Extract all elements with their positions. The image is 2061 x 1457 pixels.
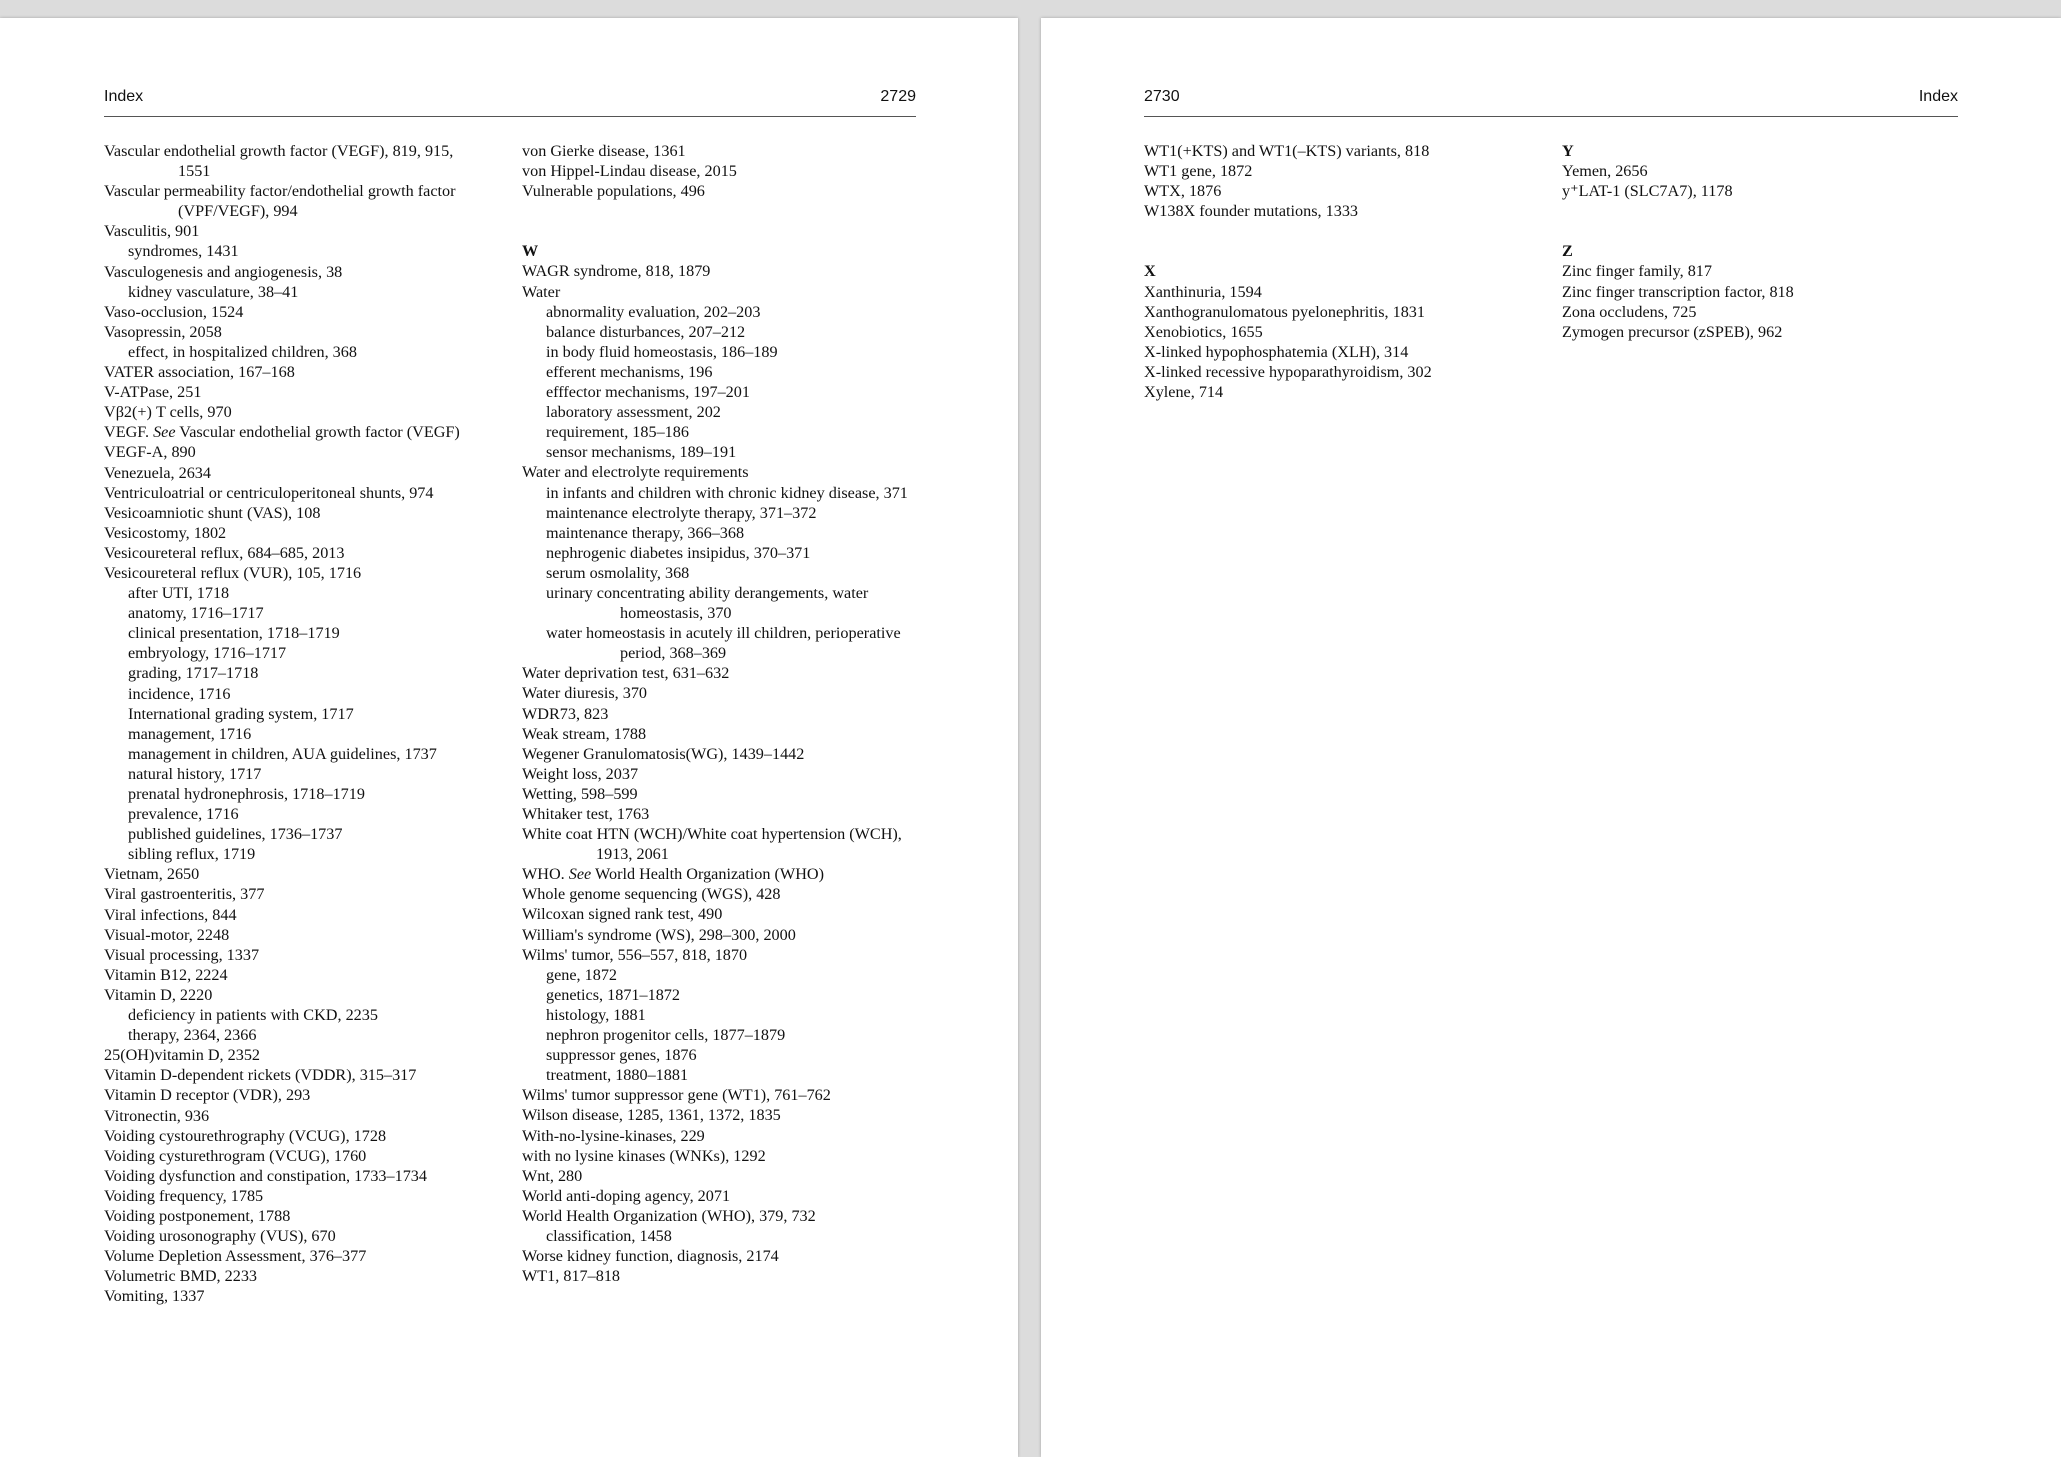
index-subentry: sibling reflux, 1719 bbox=[128, 845, 256, 864]
index-entry: Voiding postponement, 1788 bbox=[104, 1206, 291, 1225]
index-column bbox=[1562, 141, 1942, 342]
running-head bbox=[1144, 88, 1958, 117]
index-entry: VEGF-A, 890 bbox=[104, 443, 196, 462]
index-entry: X-linked hypophosphatemia (XLH), 314 bbox=[1144, 342, 1409, 361]
index-entry: Whitaker test, 1763 bbox=[522, 805, 650, 823]
index-subentry: after UTI, 1718 bbox=[128, 584, 230, 603]
index-subentry: requirement, 185–186 bbox=[546, 423, 689, 442]
index-entry: Voiding urosonography (VUS), 670 bbox=[104, 1227, 336, 1246]
index-entry: V-ATPase, 251 bbox=[104, 383, 202, 402]
index-entry: Vitamin D-dependent rickets (VDDR), 315–317 bbox=[104, 1066, 417, 1085]
index-entry: y⁺LAT-1 (SLC7A7), 1178 bbox=[1562, 182, 1733, 201]
index-subentry: maintenance therapy, 366–368 bbox=[546, 523, 745, 542]
index-entry: Vesicoureteral reflux, 684–685, 2013 bbox=[104, 543, 345, 562]
index-entry: von Gierke disease, 1361 bbox=[522, 142, 686, 160]
running-head bbox=[104, 88, 916, 117]
index-subentry: International grading system, 1717 bbox=[128, 704, 354, 723]
index-subentry: anatomy, 1716–1717 bbox=[128, 604, 264, 623]
index-entry: Vitamin B12, 2224 bbox=[104, 965, 228, 984]
index-entry: Whole genome sequencing (WGS), 428 bbox=[522, 885, 781, 904]
index-subentry: laboratory assessment, 202 bbox=[546, 403, 721, 422]
section-letter: X bbox=[1144, 262, 1156, 281]
index-entry: Viral infections, 844 bbox=[104, 905, 237, 924]
index-entry: 25(OH)vitamin D, 2352 bbox=[104, 1046, 261, 1065]
index-entry: World anti-doping agency, 2071 bbox=[522, 1186, 731, 1205]
index-entry: Wnt, 280 bbox=[522, 1166, 583, 1185]
index-entry: Weak stream, 1788 bbox=[522, 724, 647, 743]
index-entry: WDR73, 823 bbox=[522, 704, 609, 723]
index-subentry: nephron progenitor cells, 1877–1879 bbox=[546, 1026, 786, 1045]
index-subentry: efffector mechanisms, 197–201 bbox=[546, 383, 750, 402]
index-subentry: syndromes, 1431 bbox=[128, 242, 239, 261]
section-letter: Y bbox=[1562, 142, 1574, 160]
index-entry: Water deprivation test, 631–632 bbox=[522, 664, 730, 683]
index-entry: Vasopressin, 2058 bbox=[104, 322, 222, 341]
index-subentry: clinical presentation, 1718–1719 bbox=[128, 624, 340, 643]
index-subentry: management in children, AUA guidelines, 1737 bbox=[128, 744, 437, 763]
index-entry: Vitronectin, 936 bbox=[104, 1106, 210, 1125]
index-entry: Vulnerable populations, 496 bbox=[522, 182, 705, 201]
index-entry: Xanthogranulomatous pyelonephritis, 1831 bbox=[1144, 302, 1425, 321]
index-entry: Xanthinuria, 1594 bbox=[1144, 282, 1262, 301]
index-entry: VATER association, 167–168 bbox=[104, 363, 295, 382]
index-entry: Wetting, 598–599 bbox=[522, 784, 638, 803]
spacer bbox=[1144, 221, 1524, 241]
spacer bbox=[522, 201, 922, 221]
index-subentry: therapy, 2364, 2366 bbox=[128, 1026, 257, 1045]
index-entry: Visual processing, 1337 bbox=[104, 945, 260, 964]
index-subentry: published guidelines, 1736–1737 bbox=[128, 825, 343, 844]
index-entry: Wegener Granulomatosis(WG), 1439–1442 bbox=[522, 744, 805, 763]
index-entry: Vomiting, 1337 bbox=[104, 1287, 205, 1306]
index-entry: Zinc finger family, 817 bbox=[1562, 262, 1712, 281]
index-entry: Vesicostomy, 1802 bbox=[104, 523, 227, 542]
index-entry: Xenobiotics, 1655 bbox=[1144, 322, 1263, 341]
index-subentry: in body fluid homeostasis, 186–189 bbox=[546, 342, 778, 361]
page-number: 2730 bbox=[1144, 88, 1180, 105]
index-entry: Wilms' tumor, 556–557, 818, 1870 bbox=[522, 945, 748, 964]
index-entry: Vβ2(+) T cells, 970 bbox=[104, 403, 232, 422]
running-head-title: Index bbox=[104, 88, 144, 105]
index-entry: Zymogen precursor (zSPEB), 962 bbox=[1562, 322, 1783, 341]
page-number: 2729 bbox=[880, 88, 916, 105]
index-entry: White coat HTN (WCH)/White coat hypertension (WCH), 1913, 2061 bbox=[522, 825, 902, 864]
index-entry: Zona occludens, 725 bbox=[1562, 302, 1697, 321]
index-subentry: effect, in hospitalized children, 368 bbox=[128, 342, 357, 361]
index-entry: WT1, 817–818 bbox=[522, 1267, 621, 1286]
index-entry: Wilson disease, 1285, 1361, 1372, 1835 bbox=[522, 1106, 781, 1125]
index-entry: Vesicoamniotic shunt (VAS), 108 bbox=[104, 503, 321, 522]
index-subentry: incidence, 1716 bbox=[128, 684, 231, 703]
index-entry: Water and electrolyte requirements bbox=[522, 463, 749, 482]
index-subentry: nephrogenic diabetes insipidus, 370–371 bbox=[546, 543, 811, 562]
index-subentry: sensor mechanisms, 189–191 bbox=[546, 443, 737, 462]
index-subentry: kidney vasculature, 38–41 bbox=[128, 282, 299, 301]
index-entry: Venezuela, 2634 bbox=[104, 463, 211, 482]
index-subentry: natural history, 1717 bbox=[128, 764, 262, 783]
index-entry: Voiding frequency, 1785 bbox=[104, 1186, 264, 1205]
index-subentry: in infants and children with chronic kidney disease, 371 bbox=[546, 483, 908, 502]
index-entry: WTX, 1876 bbox=[1144, 182, 1222, 201]
index-subentry: abnormality evaluation, 202–203 bbox=[546, 302, 761, 321]
right-page bbox=[1041, 18, 2061, 1457]
index-entry: Water bbox=[522, 282, 561, 301]
index-entry: WHO. See World Health Organization (WHO) bbox=[522, 865, 824, 884]
index-entry: Wilms' tumor suppressor gene (WT1), 761–762 bbox=[522, 1086, 831, 1105]
index-column bbox=[104, 141, 484, 1306]
index-entry: Vitamin D, 2220 bbox=[104, 985, 213, 1004]
index-entry: World Health Organization (WHO), 379, 732 bbox=[522, 1206, 816, 1225]
index-entry: Xylene, 714 bbox=[1144, 383, 1224, 402]
index-subentry: gene, 1872 bbox=[546, 965, 618, 984]
index-subentry: prenatal hydronephrosis, 1718–1719 bbox=[128, 785, 365, 803]
index-column bbox=[1144, 141, 1524, 402]
index-entry: Voiding cystourethrography (VCUG), 1728 bbox=[104, 1126, 387, 1145]
index-entry: Vasculogenesis and angiogenesis, 38 bbox=[104, 262, 343, 281]
index-entry: Vitamin D receptor (VDR), 293 bbox=[104, 1086, 311, 1105]
index-entry: Volume Depletion Assessment, 376–377 bbox=[104, 1247, 367, 1266]
index-entry: X-linked recessive hypoparathyroidism, 302 bbox=[1144, 362, 1432, 381]
index-subentry: deficiency in patients with CKD, 2235 bbox=[128, 1006, 378, 1025]
index-entry: Vietnam, 2650 bbox=[104, 865, 200, 884]
index-subentry: suppressor genes, 1876 bbox=[546, 1046, 697, 1065]
index-subentry: water homeostasis in acutely ill children, perioperative period, 368–369 bbox=[546, 624, 901, 663]
index-subentry: embryology, 1716–1717 bbox=[128, 644, 287, 663]
index-entry: Volumetric BMD, 2233 bbox=[104, 1267, 258, 1286]
index-subentry: balance disturbances, 207–212 bbox=[546, 322, 746, 341]
index-entry: Zinc finger transcription factor, 818 bbox=[1562, 282, 1794, 301]
index-entry: Voiding dysfunction and constipation, 1733–1734 bbox=[104, 1166, 427, 1185]
index-entry: W138X founder mutations, 1333 bbox=[1144, 202, 1359, 221]
index-entry: VEGF. See Vascular endothelial growth factor (VEGF) bbox=[104, 423, 460, 442]
index-subentry: maintenance electrolyte therapy, 371–372 bbox=[546, 503, 817, 522]
index-entry: von Hippel-Lindau disease, 2015 bbox=[522, 162, 737, 181]
index-entry: Wilcoxan signed rank test, 490 bbox=[522, 905, 723, 924]
index-entry: WAGR syndrome, 818, 1879 bbox=[522, 262, 711, 281]
index-entry: With-no-lysine-kinases, 229 bbox=[522, 1126, 705, 1145]
index-column bbox=[522, 141, 922, 1286]
index-entry: Vasculitis, 901 bbox=[104, 222, 200, 241]
index-entry: Visual-motor, 2248 bbox=[104, 925, 230, 944]
left-page bbox=[0, 18, 1018, 1457]
index-subentry: histology, 1881 bbox=[546, 1005, 646, 1024]
index-entry: WT1(+KTS) and WT1(–KTS) variants, 818 bbox=[1144, 142, 1430, 160]
index-subentry: treatment, 1880–1881 bbox=[546, 1066, 689, 1085]
index-subentry: genetics, 1871–1872 bbox=[546, 985, 680, 1004]
index-entry: Ventriculoatrial or centriculoperitoneal shunts, 974 bbox=[104, 483, 434, 502]
running-head-title: Index bbox=[1918, 88, 1958, 105]
index-entry: Vascular endothelial growth factor (VEGF), 819, 915, 1551 bbox=[104, 142, 454, 181]
index-subentry: classification, 1458 bbox=[546, 1226, 672, 1245]
index-entry: Yemen, 2656 bbox=[1562, 162, 1648, 181]
index-entry: Voiding cysturethrogram (VCUG), 1760 bbox=[104, 1146, 367, 1165]
index-entry: Vaso-occlusion, 1524 bbox=[104, 302, 244, 321]
spacer bbox=[1562, 201, 1942, 221]
index-entry: with no lysine kinases (WNKs), 1292 bbox=[522, 1146, 766, 1165]
index-entry: Viral gastroenteritis, 377 bbox=[104, 885, 265, 904]
index-entry: Worse kidney function, diagnosis, 2174 bbox=[522, 1247, 779, 1266]
index-entry: Vesicoureteral reflux (VUR), 105, 1716 bbox=[104, 563, 362, 582]
index-entry: Weight loss, 2037 bbox=[522, 764, 639, 783]
index-subentry: serum osmolality, 368 bbox=[546, 563, 690, 582]
index-subentry: urinary concentrating ability derangements, water homeostasis, 370 bbox=[546, 583, 869, 623]
index-entry: Water diuresis, 370 bbox=[522, 684, 648, 703]
index-subentry: grading, 1717–1718 bbox=[128, 664, 259, 683]
index-entry: William's syndrome (WS), 298–300, 2000 bbox=[522, 925, 796, 944]
index-entry: Vascular permeability factor/endothelial growth factor (VPF/VEGF), 994 bbox=[104, 182, 456, 221]
index-entry: WT1 gene, 1872 bbox=[1144, 162, 1253, 181]
index-subentry: efferent mechanisms, 196 bbox=[546, 362, 713, 381]
index-subentry: prevalence, 1716 bbox=[128, 805, 239, 824]
section-letter: W bbox=[522, 242, 539, 261]
index-subentry: management, 1716 bbox=[128, 724, 252, 743]
section-letter: Z bbox=[1562, 242, 1573, 261]
